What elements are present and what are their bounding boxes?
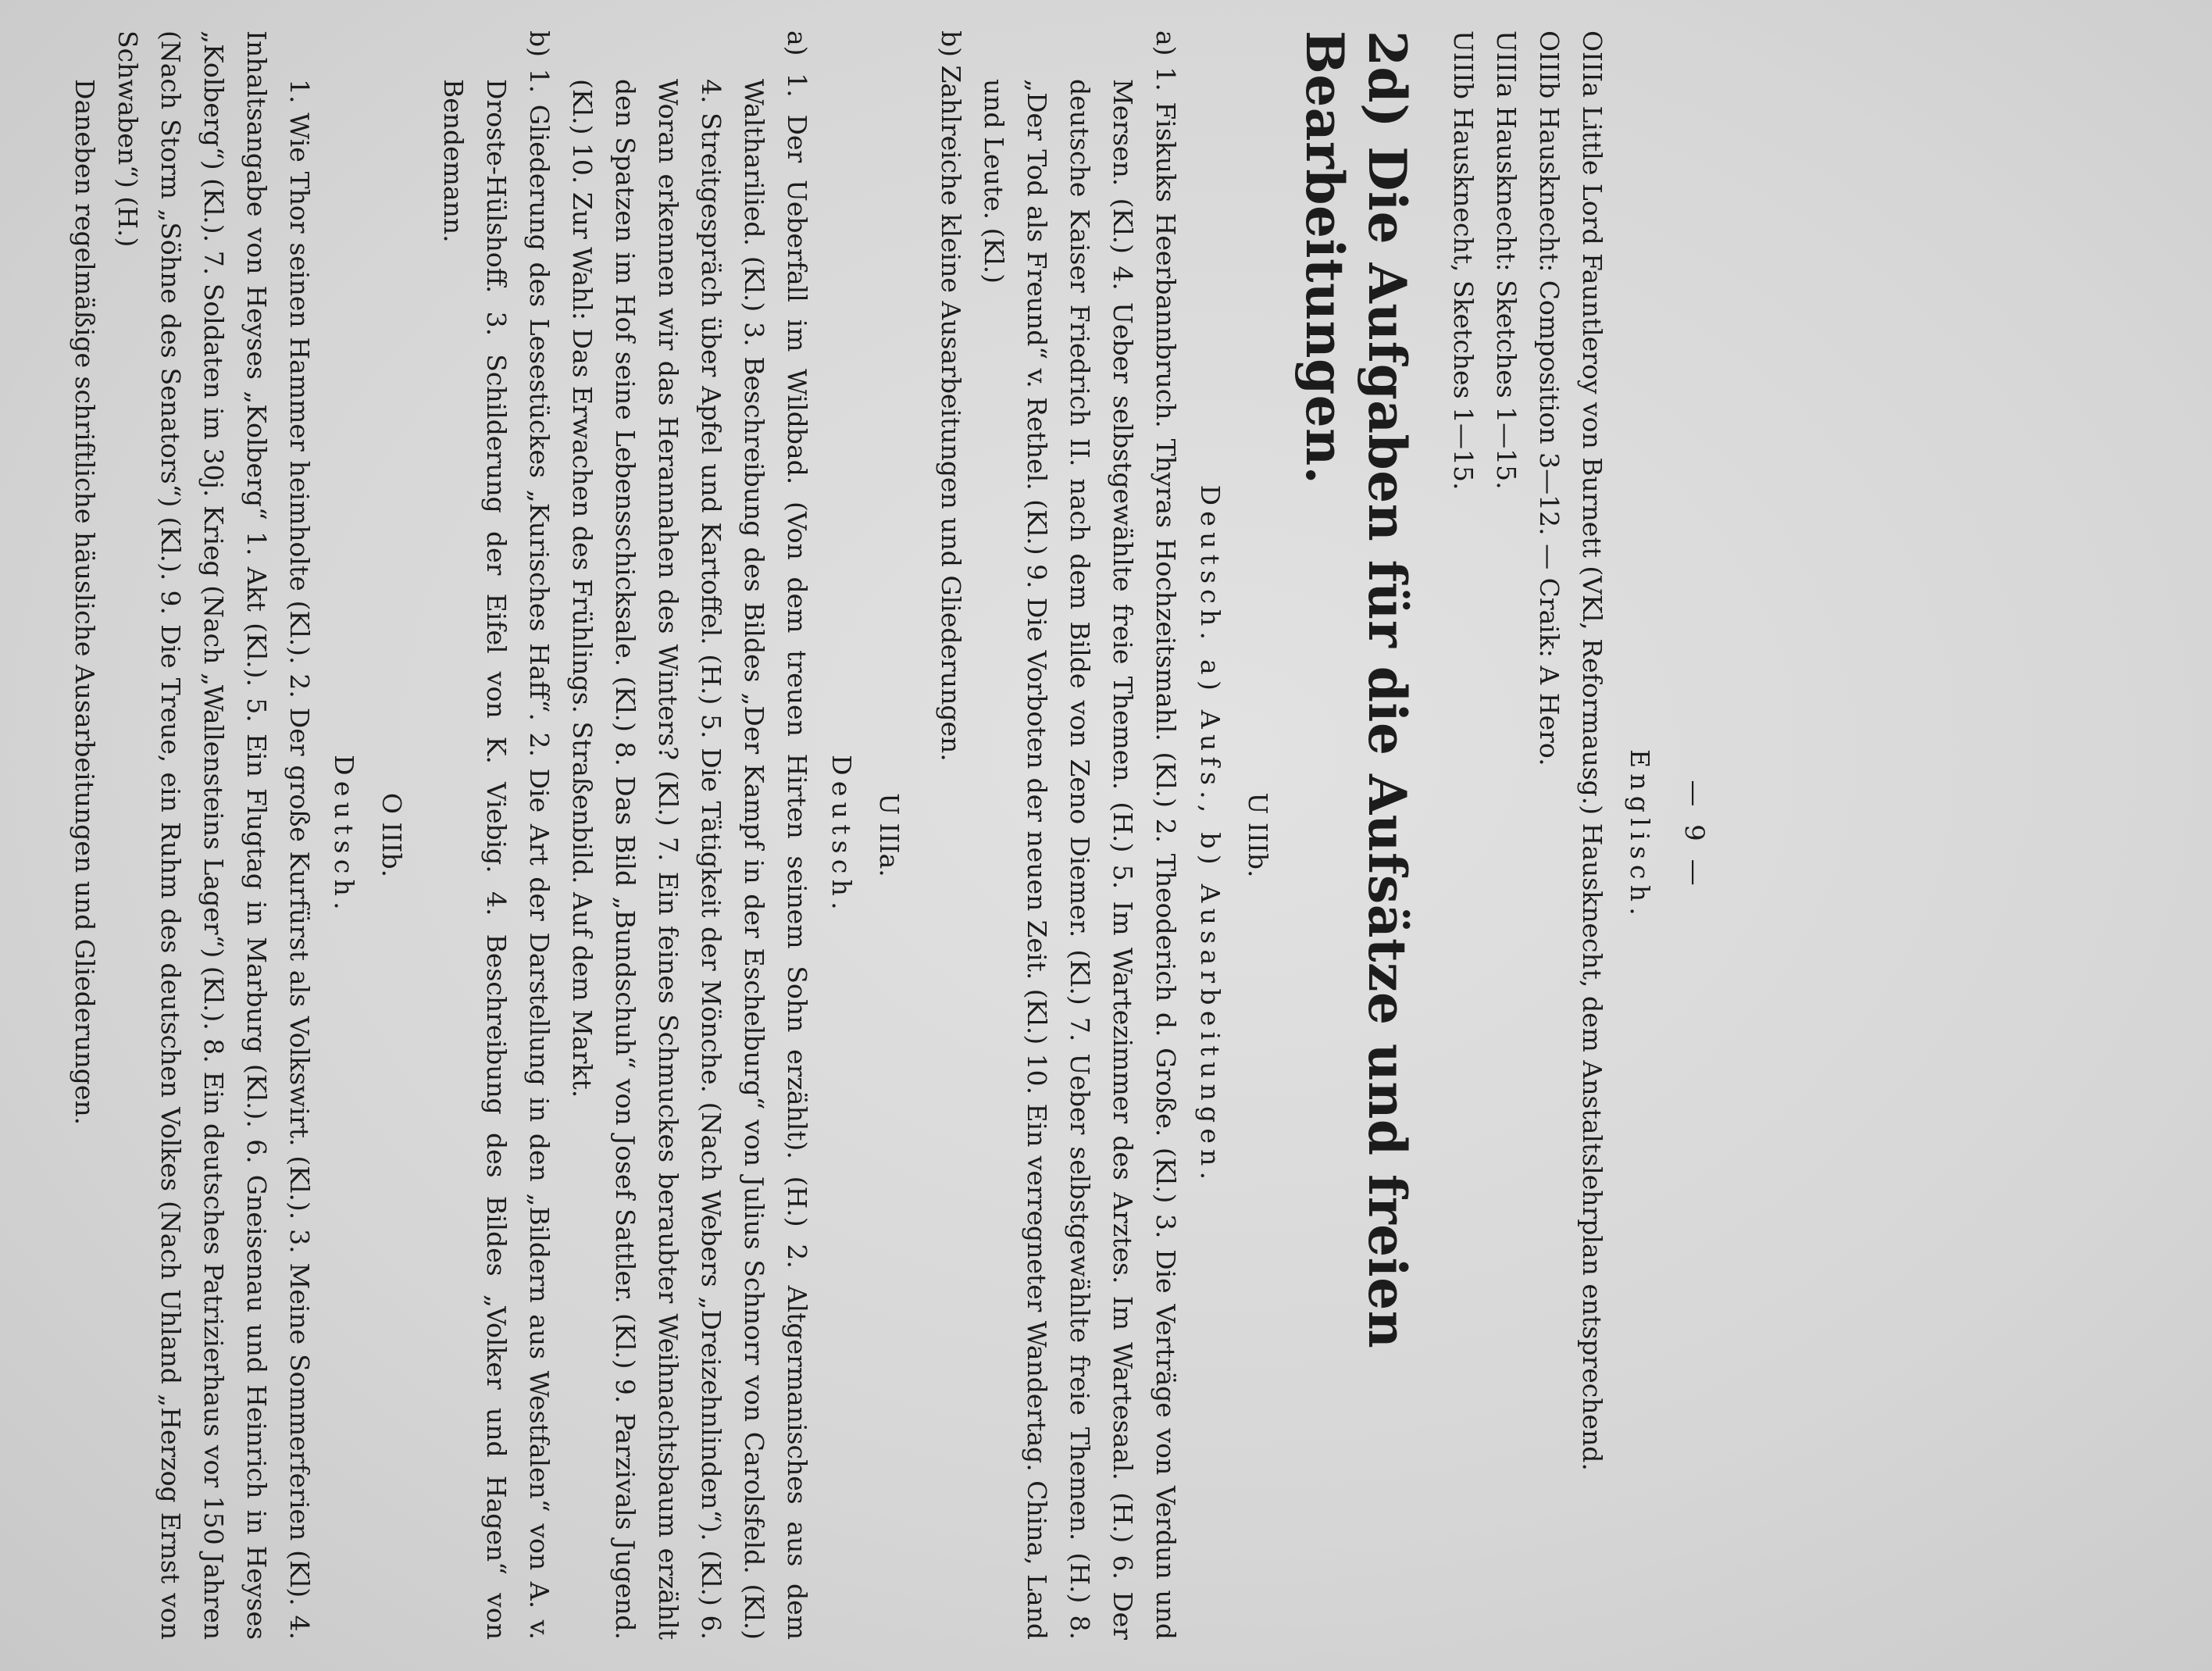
spacer bbox=[418, 30, 432, 1640]
oiiib-list: 1. Wie Thor seinen Hammer heimholte (Kl.). 2. Der große Kurfürst als Volkswirt. (Kl.). 3. Meine Sommerferien (Kl). 4. Inhaltsangabe von Heyses „Kolberg“ 1. Akt (Kl.). 5. Ein Flugtag in Marburg (Kl.). 6. Gneisenau und Heinrich in Heyses „Kolberg“) (Kl.). 7. Soldaten im 30j. Krieg (Nach „Wallensteins Lager“) (Kl.). 8. Ein deutsches Patrizierhaus vor 150 Jahren (Nach Storm „Söhne des Senators“) (Kl.). 9. Die Treue, ein Ruhm des deutschen Volkes (Nach Uhland „Herzog Ernst von Schwaben“) (H.) bbox=[112, 30, 315, 1640]
uiiia-subject-heading: Deutsch. bbox=[826, 755, 857, 916]
uiiia-class-heading: U IIIa. bbox=[874, 793, 904, 877]
page-number: — 9 — bbox=[1679, 780, 1710, 891]
uiiib-list-a: a) 1. Fiskuks Heerbannbruch. Thyras Hochzeitsmahl. (Kl.) 2. Theoderich d. Große. (Kl.) 3. Die Verträge von Verdun und Mersen. (Kl.) 4. Ueber selbstgewählte freie Themen. (H.) 5. Im Wartezimmer des Arztes. Im Wartesaal. (H.) 6. Der deutsche Kaiser Friedrich II. nach dem Bilde von Zeno Diemer. (Kl.) 7. Ueber selbstgewählte freie Themen. (H.) 8. „Der Tod als Freund“ v. Rethel. (Kl.) 9. Die Vorboten der neuen Zeit. (Kl.) 10. Ein verregneter Wandertag. China, Land und Leute. (Kl.) bbox=[979, 30, 1181, 1640]
section-uiiib bbox=[929, 30, 1279, 1640]
section-englisch bbox=[1442, 30, 1661, 1640]
uiiib-subject-heading: Deutsch. a) Aufs., b) Ausarbeitungen. bbox=[1195, 484, 1226, 1186]
oiiib-closing: Daneben regelmäßige schriftliche häusliche Ausarbeitungen und Gliederungen. bbox=[70, 79, 100, 1126]
uiiia-list-a: a) 1. Der Ueberfall im Wildbad. (Von dem treuen Hirten seinem Sohn erzählt). (H.) 2. Altgermanisches aus dem Waltharilied. (Kl.) 3. Beschreibung des Bildes „Der Kampf in der Eschelburg“ von Julius Schnorr von Carolsfeld. (Kl.) 4. Streitgespräch über Apfel und Kartoffel. (H.) 5. Die Tätigkeit der Mönche. (Nach Webers „Dreizehnlinden“). (Kl.) 6. Woran erkennen wir das Herannahen des Winters? (Kl.) 7. Ein feines Schmuckes beraubter Weihnachtsbaum erzählt den Spatzen im Hof seine Lebensschicksale. (Kl.) 8. Das Bild „Bundschuh“ von Josef Sattler. (Kl.) 9. Parzivals Jugend. (Kl.) 10. Zur Wahl: Das Erwachen des Frühlings. Straßenbild. Auf dem Markt. bbox=[567, 30, 812, 1640]
section-oiiib bbox=[63, 30, 413, 1640]
oiiib-class-heading: O IIIb. bbox=[376, 792, 407, 878]
englisch-line-oiiia: OIIIa Little Lord Fauntleroy von Burnett (VKl, Reformausg.) Hausknecht, dem Anstaltslehrplan entsprechend. bbox=[1577, 30, 1607, 1471]
englisch-line-uiiib: UIIIb Hausknecht, Sketches 1—15. bbox=[1448, 30, 1479, 491]
englisch-heading: Englisch. bbox=[1625, 748, 1655, 922]
rotated-page-content bbox=[70, 30, 1715, 1640]
englisch-line-uiiia: UIIIa Hausknecht: Sketches 1—15. bbox=[1491, 30, 1522, 490]
section-uiiia bbox=[432, 30, 911, 1640]
spacer bbox=[915, 30, 929, 1640]
oiiib-subject-heading: Deutsch. bbox=[329, 755, 359, 916]
section-title: 2d) Die Aufgaben für die Aufsätze und freien Bearbeitungen. bbox=[1294, 30, 1418, 1349]
uiiia-list-b: b) 1. Gliederung des Lesestückes „Kurisches Haff“. 2. Die Art der Darstellung in den „Bildern aus Westfalen“ von A. v. Droste-Hülshoff. 3. Schilderung der Eifel von K. Viebig. 4. Beschreibung des Bildes „Volker und Hagen“ von Bendemann. bbox=[438, 30, 555, 1640]
uiiib-list-b: b) Zahlreiche kleine Ausarbeitungen und Gliederungen. bbox=[936, 30, 966, 762]
uiiib-class-heading: U IIIb. bbox=[1243, 792, 1273, 878]
englisch-line-oiiib: OIIIb Hausknecht: Composition 3—12. — Craik: A Hero. bbox=[1534, 30, 1564, 766]
